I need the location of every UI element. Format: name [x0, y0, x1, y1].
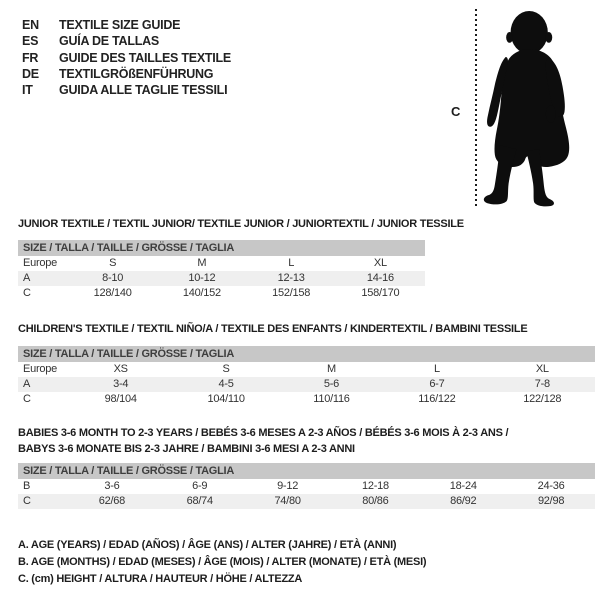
- toddler-silhouette-icon: [483, 8, 595, 208]
- babies-section-title: [18, 426, 508, 457]
- table-cell: 3-6: [104, 480, 120, 492]
- table-row: [18, 362, 595, 377]
- row-label: Europe: [23, 363, 57, 375]
- table-cell: 12-13: [277, 272, 305, 284]
- table-cell: 62/68: [98, 495, 126, 507]
- junior-size-table: [18, 240, 425, 301]
- table-cell: 8-10: [102, 272, 124, 284]
- size-header-bar: SIZE / TALLA / TAILLE / GRÖSSE / TAGLIA: [18, 463, 595, 479]
- table-cell: 4-5: [218, 378, 234, 390]
- table-row: [18, 271, 425, 286]
- row-label: A: [23, 272, 31, 284]
- table-cell: 68/74: [186, 495, 213, 507]
- table-cell: 80/86: [362, 495, 389, 507]
- children-section-title: [18, 322, 527, 338]
- text-line: A. AGE (YEARS) / EDAD (AÑOS) / ÂGE (ANS) / ALTER (JAHRE) / ETÀ (ANNI): [18, 539, 397, 551]
- language-title: GUIDA ALLE TAGLIE TESSILI: [59, 83, 228, 98]
- table-cell: 104/110: [207, 393, 245, 405]
- table-cell: 122/128: [523, 393, 562, 405]
- children-size-table: [18, 346, 595, 407]
- table-cell: 3-4: [113, 378, 129, 390]
- table-row: [18, 286, 425, 301]
- table-cell: S: [222, 363, 230, 375]
- table-row: [18, 479, 595, 494]
- table-cell: 14-16: [366, 272, 394, 284]
- table-cell: 158/170: [361, 287, 400, 299]
- language-code: FR: [22, 50, 39, 65]
- table-cell: 92/98: [537, 495, 565, 507]
- language-title: GUÍA DE TALLAS: [59, 34, 159, 49]
- table-cell: 12-18: [361, 480, 389, 492]
- table-cell: M: [197, 257, 207, 269]
- table-cell: 24-36: [537, 480, 565, 492]
- row-label: B: [23, 480, 31, 492]
- language-code: ES: [22, 34, 39, 49]
- table-cell: 116/122: [418, 393, 456, 405]
- table-cell: 9-12: [277, 480, 299, 492]
- text-line: C. (cm) HEIGHT / ALTURA / HAUTEUR / HÖHE / ALTEZZA: [18, 572, 303, 585]
- table-row: [18, 256, 425, 271]
- language-row: [22, 50, 231, 66]
- language-code: DE: [22, 66, 39, 81]
- row-label: C: [23, 393, 31, 405]
- table-cell: L: [288, 257, 295, 269]
- table-cell: 10-12: [188, 272, 216, 284]
- table-cell: 6-9: [192, 480, 208, 492]
- table-cell: 6-7: [429, 378, 445, 390]
- language-code: EN: [22, 18, 39, 32]
- table-cell: 140/152: [182, 287, 221, 299]
- table-cell: M: [327, 363, 336, 375]
- table-row: [18, 377, 595, 392]
- table-cell: 110/116: [313, 393, 350, 405]
- table-cell: 74/80: [274, 495, 301, 507]
- row-label: Europe: [23, 257, 57, 269]
- junior-section-title: [18, 217, 464, 233]
- table-cell: 128/140: [93, 287, 132, 299]
- table-cell: S: [109, 257, 117, 269]
- height-measure-line: [475, 9, 477, 207]
- language-title: TEXTILGRÖßENFÜHRUNG: [59, 66, 214, 81]
- text-line: B. AGE (MONTHS) / EDAD (MESES) / ÂGE (MOIS) / ALTER (MONATE) / ETÀ (MESI): [18, 555, 427, 568]
- table-cell: 5-6: [323, 378, 340, 390]
- table-cell: 152/158: [272, 287, 311, 299]
- row-label: C: [23, 495, 31, 507]
- language-row: [22, 82, 231, 98]
- language-code: IT: [22, 83, 33, 98]
- size-header-bar: SIZE / TALLA / TAILLE / GRÖSSE / TAGLIA: [18, 346, 595, 362]
- legend: [18, 537, 426, 587]
- text-line: CHILDREN'S TEXTILE / TEXTIL NIÑO/A / TEXTILE DES ENFANTS / KINDERTEXTIL / BAMBINI TESSILE: [18, 323, 528, 335]
- table-cell: XL: [535, 363, 549, 375]
- language-row: [22, 33, 231, 49]
- table-cell: XL: [373, 257, 387, 269]
- text-line: BABIES 3-6 MONTH TO 2-3 YEARS / BEBÉS 3-6 MESES A 2-3 AÑOS / BÉBÉS 3-6 MOIS À 2-3 ANS /: [18, 427, 509, 439]
- table-cell: 18-24: [449, 480, 477, 492]
- table-row: [18, 392, 595, 407]
- language-title: GUIDE DES TAILLES TEXTILE: [59, 50, 232, 65]
- babies-size-table: [18, 463, 595, 509]
- language-list: [22, 17, 231, 98]
- table-cell: 7-8: [534, 378, 550, 390]
- row-label: A: [23, 378, 31, 390]
- language-row: [22, 17, 231, 33]
- table-cell: L: [433, 363, 440, 375]
- table-cell: XS: [113, 363, 128, 375]
- height-marker-label: C: [451, 104, 461, 119]
- language-row: [22, 66, 231, 82]
- size-header-bar: SIZE / TALLA / TAILLE / GRÖSSE / TAGLIA: [18, 240, 425, 256]
- text-line: BABYS 3-6 MONATE BIS 2-3 JAHRE / BAMBINI 3-6 MESI A 2-3 ANNI: [18, 442, 355, 455]
- table-cell: 98/104: [104, 393, 137, 405]
- table-cell: 86/92: [450, 495, 477, 507]
- text-line: JUNIOR TEXTILE / TEXTIL JUNIOR/ TEXTILE JUNIOR / JUNIORTEXTIL / JUNIOR TESSILE: [18, 218, 464, 230]
- height-figure: [440, 0, 598, 215]
- table-row: [18, 494, 595, 509]
- row-label: C: [23, 287, 31, 299]
- language-title: TEXTILE SIZE GUIDE: [59, 18, 181, 32]
